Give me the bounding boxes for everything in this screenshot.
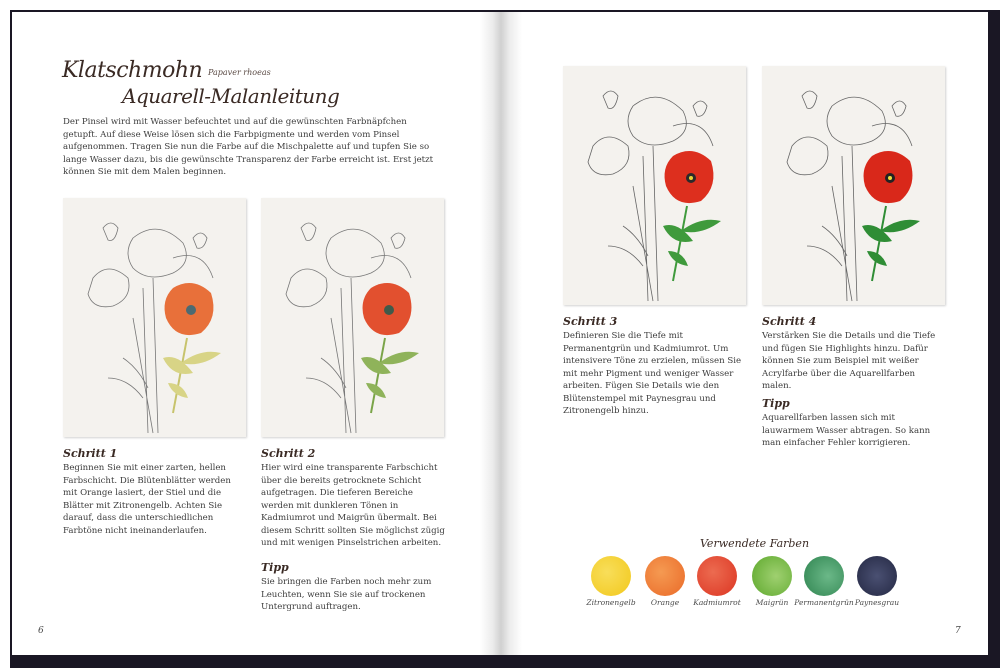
swatch-paynesgrau — [857, 556, 897, 596]
step-3-heading: Schritt 3 — [563, 315, 618, 328]
swatch-label: Maigrün — [755, 598, 789, 607]
swatch-label: Zitronengelb — [586, 598, 636, 607]
palette-title: Verwendete Farben — [700, 537, 810, 550]
step-4-heading: Schritt 4 — [762, 315, 817, 328]
tip-heading: Tipp — [261, 561, 289, 574]
step-4-text: Verstärken Sie die Details und die Tiefe und fügen Sie Highlights hinzu. Dafür können Sie zum Beispiel mit weißer Acrylfarbe über die Aquarellfarben malen. — [762, 331, 936, 391]
step-2-heading: Schritt 2 — [261, 447, 316, 460]
illustration-step-4 — [762, 66, 945, 305]
swatch-label: Permanentgrün — [794, 598, 854, 607]
page-title: Klatschmohn — [62, 58, 203, 83]
step-2-text: Hier wird eine transparente Farbschicht über die bereits getrocknete Schicht aufgetragen. Die tieferen Bereiche werden mit dunkleren Tönen in Kadmiumrot und Maigrün übermalt. Bei diesem Schritt sollten Sie möglichst zügig und mit wenigen Pinselstrichen arbeiten. — [261, 463, 445, 548]
poppy-illustration — [63, 198, 246, 437]
book-shadow-right — [988, 10, 1000, 668]
step-1-heading: Schritt 1 — [63, 447, 118, 460]
intro-text: Der Pinsel wird mit Wasser befeuchtet und auf die gewünschten Farbnäpfchen getupft. Auf diese Weise lösen sich die Farbpigmente und werden vom Pinsel aufgenommen. Tragen Sie nun die Farbe auf die Mischpalette auf und tupfen Sie so lange Wasser dazu, bis die gewünschte Transparenz der Farbe erreicht ist. Erst jetzt können Sie mit dem Malen beginnen. — [63, 117, 434, 177]
book-shadow-bottom — [10, 655, 1000, 668]
illustration-step-3 — [563, 66, 746, 305]
tip-text-right: Aquarellfarben lassen sich mit lauwarmem Wasser abtragen. So kann man einfacher Fehler korrigieren. — [762, 413, 931, 448]
tip-heading-right: Tipp — [762, 397, 790, 410]
page-number-right: 7 — [955, 626, 961, 636]
page-number-left: 6 — [38, 626, 44, 636]
swatch-label: Orange — [650, 598, 680, 607]
tip-text: Sie bringen die Farben noch mehr zum Leuchten, wenn Sie sie auf trockenen Untergrund auftragen. — [261, 577, 432, 612]
poppy-illustration — [261, 198, 444, 437]
step-3-text: Definieren Sie die Tiefe mit Permanentgrün und Kadmiumrot. Um intensivere Töne zu erzielen, müssen Sie mit mehr Pigment und weniger Wasser arbeiten. Fügen Sie Details wie den Blütenstempel mit Paynesgrau und Zitronengelb hinzu. — [563, 331, 742, 416]
swatch-kadmiumrot — [697, 556, 737, 596]
latin-name: Papaver rhoeas — [208, 68, 271, 77]
swatch-orange — [645, 556, 685, 596]
illustration-step-1 — [63, 198, 246, 437]
swatch-maigruen — [752, 556, 792, 596]
swatch-permanentgruen — [804, 556, 844, 596]
swatch-label: Paynesgrau — [854, 598, 900, 607]
poppy-illustration — [762, 66, 945, 305]
poppy-illustration — [563, 66, 746, 305]
step-1-text: Beginnen Sie mit einer zarten, hellen Farbschicht. Die Blütenblätter werden mit Orange lasiert, der Stiel und die Blätter mit Zitronengelb. Achten Sie darauf, dass die unterschiedlichen Farbtöne nicht ineinanderlaufen. — [63, 463, 231, 536]
page-subtitle: Aquarell-Malanleitung — [122, 84, 340, 108]
swatch-zitronengelb — [591, 556, 631, 596]
swatch-label: Kadmiumrot — [693, 598, 741, 607]
illustration-step-2 — [261, 198, 444, 437]
book-spine — [480, 12, 522, 655]
